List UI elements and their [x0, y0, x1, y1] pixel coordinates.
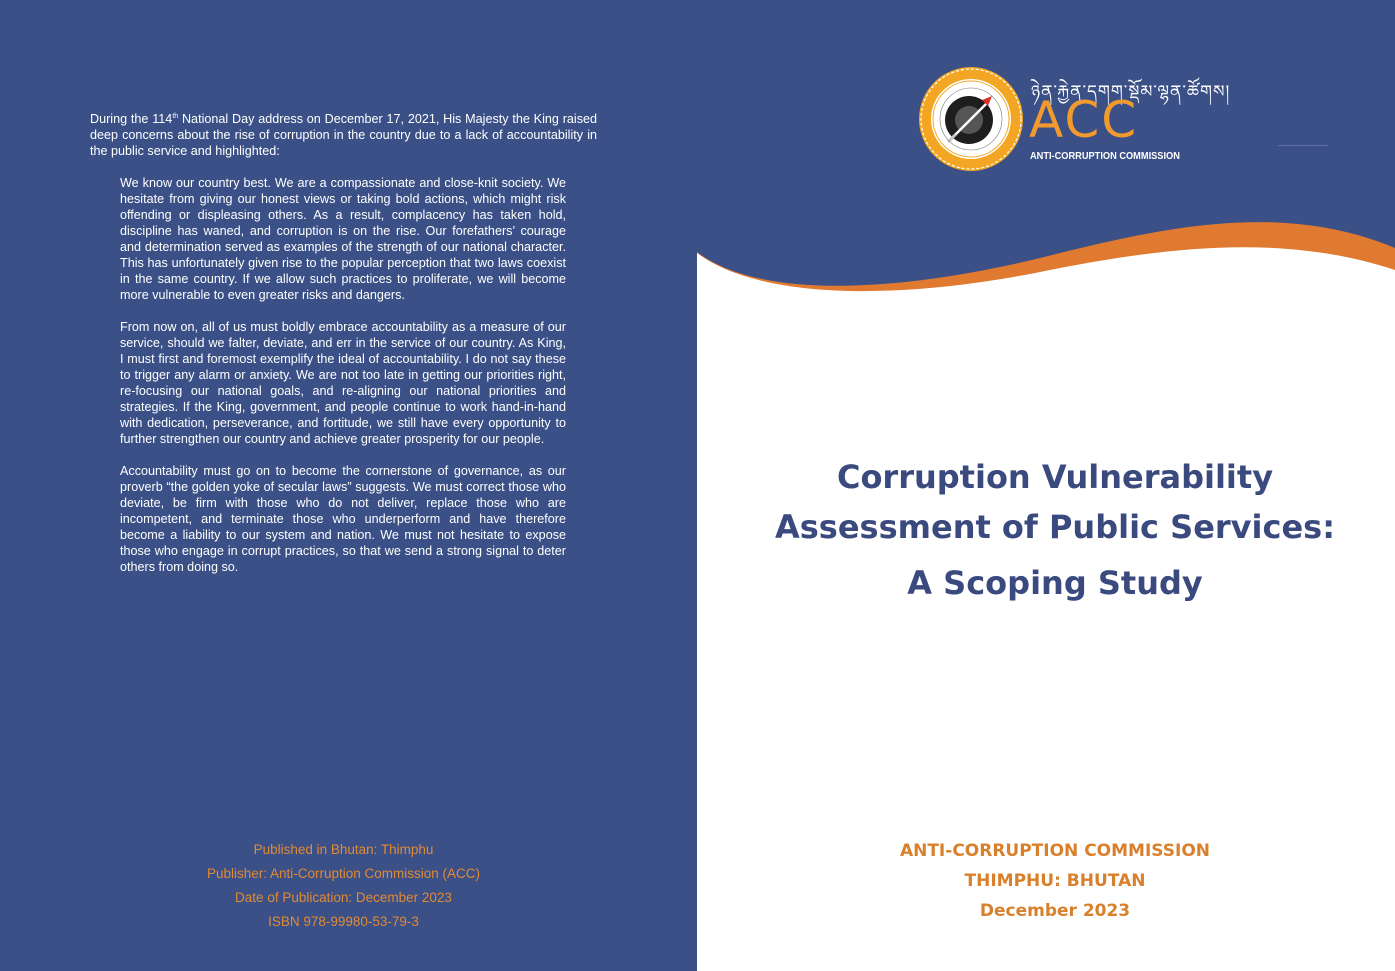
title-line: Corruption Vulnerability	[836, 458, 1274, 496]
divider	[1278, 145, 1328, 146]
report-title	[760, 452, 1350, 608]
publication-date: Date of Publication: December 2023	[235, 890, 452, 905]
organization-block	[760, 836, 1350, 926]
org-location: THIMPHU: BHUTAN	[964, 871, 1146, 891]
intro-text-end: National Day address on December 17, 2021, His Majesty the King raised deep concerns about the rise of corruption in the country due to a lack of accountability in the public service and highlighted:	[90, 112, 598, 158]
acc-logo	[918, 66, 1231, 176]
org-name: ANTI-CORRUPTION COMMISSION	[899, 841, 1211, 861]
publisher: Publisher: Anti-Corruption Commission (ACC)	[206, 866, 481, 881]
acc-emblem-icon	[918, 66, 1024, 172]
published-in: Published in Bhutan: Thimphu	[253, 842, 434, 857]
quote-paragraph: Accountability must go on to become the cornerstone of governance, as our proverb “the golden yoke of secular laws” suggests. We must correct those who deviate, be firm with those who do not deliver, replace those who are incompetent, and terminate those who underperform and have therefore become a liability to our system and nation. We must not hesitate to expose those who engage in corrupt practices, so that we send a strong signal to deter others from doing so.	[120, 464, 566, 574]
title-line: A Scoping Study	[907, 564, 1203, 602]
isbn: ISBN 978-99980-53-79-3	[268, 914, 419, 929]
title-line: Assessment of Public Services:	[774, 508, 1336, 546]
logo-name: ANTI-CORRUPTION COMMISSION	[1030, 150, 1180, 162]
org-date: December 2023	[979, 901, 1131, 921]
logo-acronym: ACC	[1029, 91, 1139, 149]
quote-paragraph: From now on, all of us must boldly embrace accountability as a measure of our service, should we falter, deviate, and err in the service of our country. As King, I must first and foremost exemplify the ideal of accountability. I do not say these to trigger any alarm or anxiety. We are not too late in getting our priorities right, re-focusing our national goals, and re-aligning our national priorities and strategies. If the King, government, and people continue to work hand-in-hand with dedication, perseverance, and fortitude, we still have every opportunity to further strengthen our country and achieve greater prosperity for our people.	[120, 320, 566, 446]
intro-superscript: th	[172, 112, 179, 120]
quote-paragraph: We know our country best. We are a compassionate and close-knit society. We hesitate from giving our honest views or taking bold actions, which might risk offending or displeasing others. As a result, complacency has taken hold, discipline has waned, and corruption is on the rise. Our forefathers’ courage and determination served as examples of the strength of our national character. This has unfortunately given rise to the popular perception that two laws coexist in the same country. If we allow such practices to proliferate, we will become more vulnerable to even greater risks and dangers.	[120, 176, 566, 302]
logo-tibetan-text: ཉེན་རྐྱེན་དགག་སྡོམ་ལྷན་ཚོགས།	[1031, 82, 1231, 102]
intro-text-start: During the 114	[90, 112, 173, 126]
